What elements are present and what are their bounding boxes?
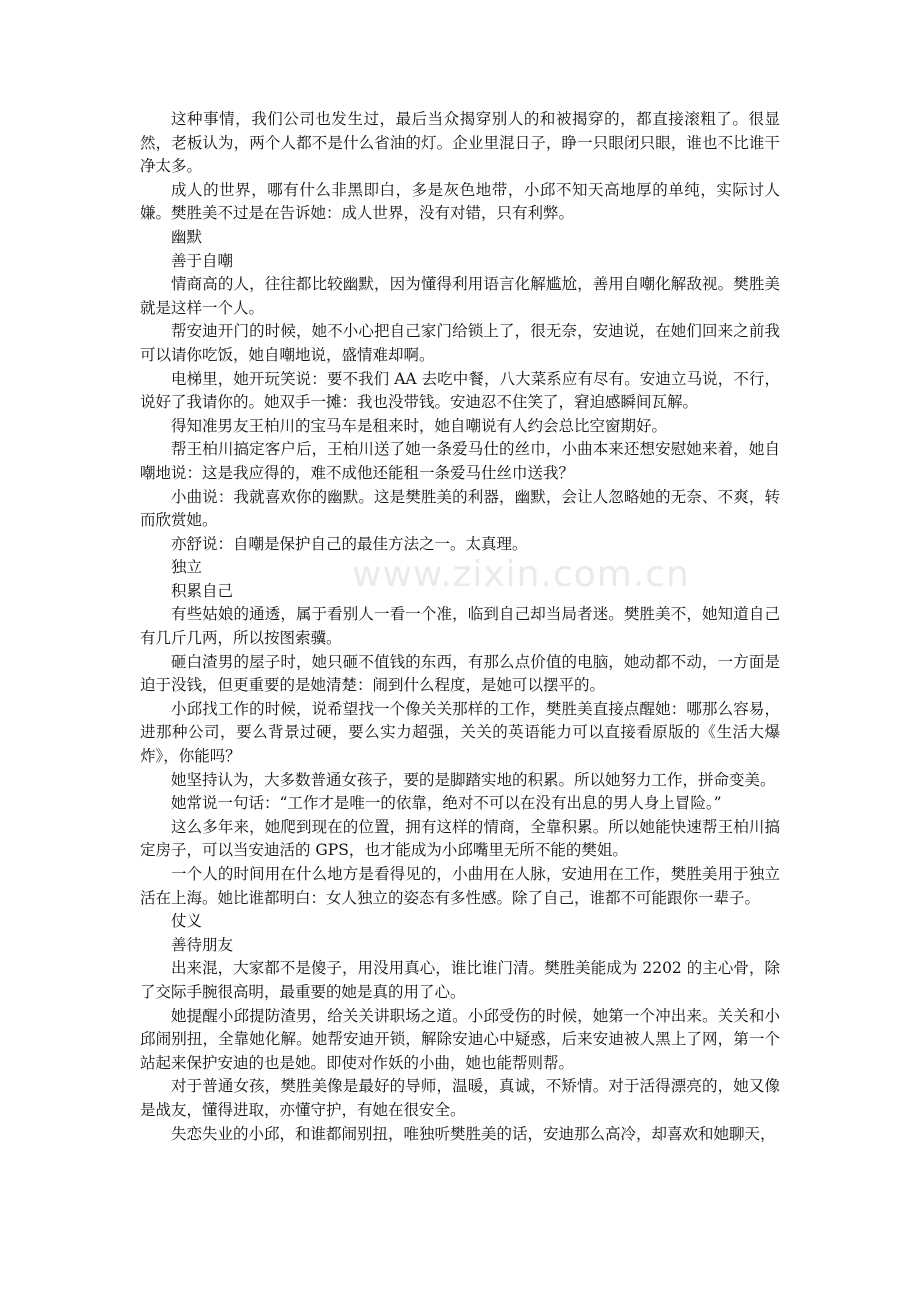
section-subheading: 积累自己	[171, 581, 234, 600]
paragraph: 她坚持认为，大多数普通女孩子，要的是脚踏实地的积累。所以她努力工作，拼命变美。	[171, 770, 776, 789]
paragraph: 这种事情，我们公司也发生过，最后当众揭穿别人的和被揭穿的，都直接滚粗了。很显然，老板认为，两个人都不是什么省油的灯。企业里混日子，睁一只眼闭只眼，谁也不比谁干净太多。	[140, 110, 780, 176]
paragraph: 成人的世界，哪有什么非黑即白，多是灰色地带，小邱不知天高地厚的单纯，实际讨人嫌。樊胜美不过是在告诉她：成人世界，没有对错，只有利弊。	[140, 180, 780, 223]
section-heading: 幽默	[171, 227, 203, 246]
paragraph: 亦舒说：自嘲是保护自己的最佳方法之一。太真理。	[171, 534, 528, 553]
paragraph: 这么多年来，她爬到现在的位置，拥有这样的情商，全靠积累。所以她能快速帮王柏川搞定房子，可以当安迪活的 GPS，也才能成为小邱嘴里无所不能的樊姐。	[140, 817, 780, 860]
paragraph: 小邱找工作的时候，说希望找一个像关关那样的工作，樊胜美直接点醒她：哪那么容易，进那种公司，要么背景过硬，要么实力超强，关关的英语能力可以直接看原版的《生活大爆炸》，你能吗？	[140, 699, 780, 766]
section-subheading: 善待朋友	[171, 935, 234, 954]
paragraph: 对于普通女孩，樊胜美像是最好的导师，温暖，真诚，不矫情。对于活得漂亮的，她又像是战友，懂得进取，亦懂守护，有她在很安全。	[140, 1077, 780, 1119]
paragraph: 她常说一句话：“工作才是唯一的依靠，绝对不可以在没有出息的男人身上冒险。”	[171, 794, 722, 813]
paragraph: 一个人的时间用在什么地方是看得见的，小曲用在人脉，安迪用在工作，樊胜美用于独立活在上海。她比谁都明白：女人独立的姿态有多性感。除了自己，谁都不可能跟你一辈子。	[140, 865, 780, 907]
paragraph: 小曲说：我就喜欢你的幽默。这是樊胜美的利器，幽默，会让人忽略她的无奈、不爽，转而欣赏她。	[140, 487, 780, 530]
section-subheading: 善于自嘲	[171, 251, 234, 270]
paragraph: 电梯里，她开玩笑说：要不我们 AA 去吃中餐，八大菜系应有尽有。安迪立马说，不行，说好了我请你的。她双手一摊：我也没带钱。安迪忍不住笑了，窘迫感瞬间瓦解。	[140, 369, 780, 412]
document-body	[140, 108, 780, 1146]
paragraph: 情商高的人，往往都比较幽默，因为懂得利用语言化解尴尬，善用自嘲化解敌视。樊胜美就是这样一个人。	[140, 275, 780, 317]
paragraph: 她提醒小邱提防渣男，给关关讲职场之道。小邱受伤的时候，她第一个冲出来。关关和小邱闹别扭，全靠她化解。她帮安迪开锁，解除安迪心中疑惑，后来安迪被人黑上了网，第一个站起来保护安迪的也是她。即使对作妖的小曲，她也能帮则帮。	[140, 1006, 780, 1072]
paragraph: 砸白渣男的屋子时，她只砸不值钱的东西，有那么点价值的电脑，她动都不动，一方面是迫于没钱，但更重要的是她清楚：闹到什么程度，是她可以摆平的。	[140, 652, 780, 695]
paragraph: 出来混，大家都不是傻子，用没用真心，谁比谁门清。樊胜美能成为 2202 的主心骨，除了交际手腕很高明，最重要的她是真的用了心。	[140, 959, 780, 1001]
section-heading: 仗义	[171, 912, 203, 931]
paragraph: 帮王柏川搞定客户后，王柏川送了她一条爱马仕的丝巾，小曲本来还想安慰她来着，她自嘲地说：这是我应得的，难不成他还能租一条爱马仕丝巾送我？	[140, 440, 780, 482]
paragraph: 帮安迪开门的时候，她不小心把自己家门给锁上了，很无奈，安迪说，在她们回来之前我可以请你吃饭，她自嘲地说，盛情难却啊。	[140, 322, 780, 364]
paragraph: 得知准男友王柏川的宝马车是租来时，她自嘲说有人约会总比空窗期好。	[171, 416, 668, 435]
paragraph: 有些姑娘的通透，属于看别人一看一个准，临到自己却当局者迷。樊胜美不，她知道自己有几斤几两，所以按图索骥。	[140, 605, 780, 648]
section-heading: 独立	[171, 558, 203, 577]
watermark: www.zixin.com.cn	[352, 554, 690, 595]
paragraph: 失恋失业的小邱，和谁都闹别扭，唯独听樊胜美的话，安迪那么高冷，却喜欢和她聊天，	[171, 1124, 776, 1143]
